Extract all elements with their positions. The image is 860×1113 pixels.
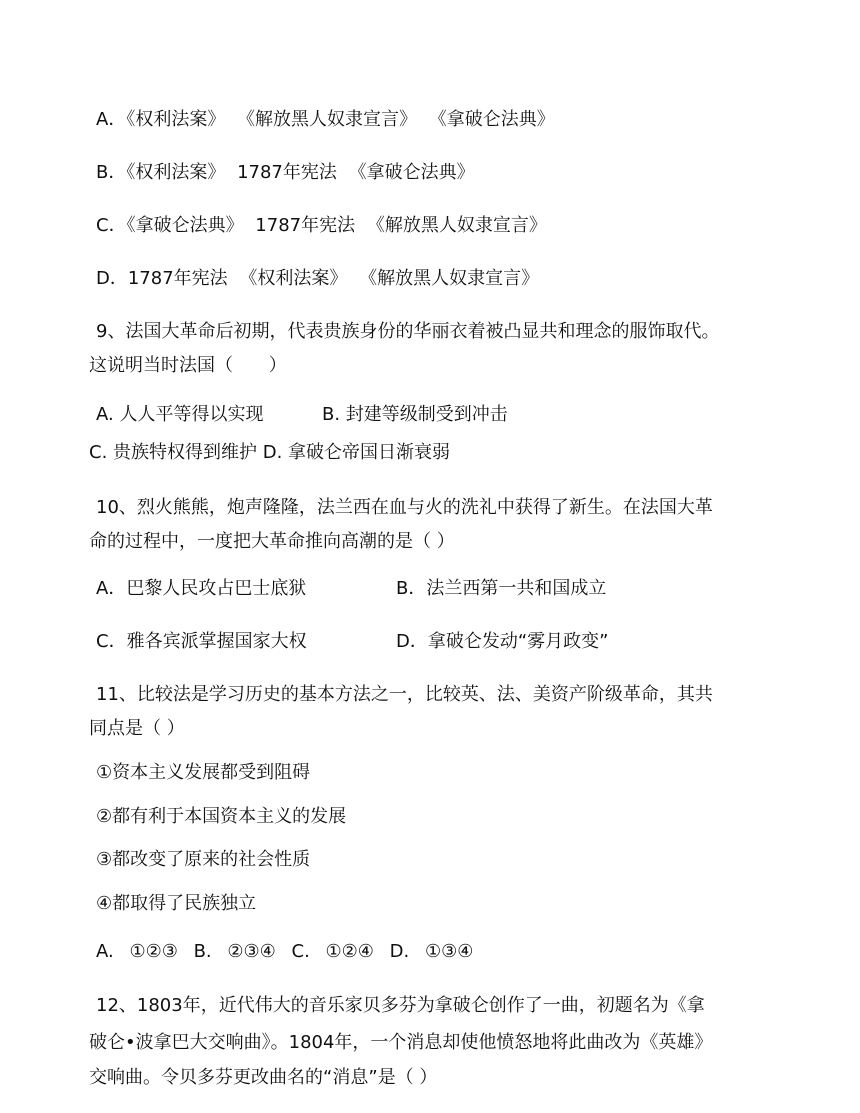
q11-item-3: ③都改变了原来的社会性质	[96, 849, 311, 870]
q9-stem-line1: 9、法国大革命后初期，代表贵族身份的华丽衣着被凸显共和理念的服饰取代。	[96, 321, 720, 342]
q9-options-cd: C. 贵族特权得到维护 D. 拿破仑帝国日渐衰弱	[89, 442, 451, 463]
q10-stem-line1: 10、烈火熊熊，炮声隆隆，法兰西在血与火的洗礼中获得了新生。在法国大革	[96, 497, 713, 518]
q10-option-d: D．拿破仑发动“雾月政变”	[396, 631, 609, 652]
q10-option-a: A．巴黎人民攻占巴士底狱	[96, 578, 307, 599]
q8-option-b: B．《权利法案》 1787年宪法 《拿破仑法典》	[96, 162, 475, 183]
q11-item-4: ④都取得了民族独立	[96, 893, 257, 914]
q9-stem-line2: 这说明当时法国（ ）	[89, 355, 287, 376]
q11-options: A. ①②③ B. ②③④ C. ①②④ D. ①③④	[96, 941, 474, 962]
q8-option-a: A．《权利法案》 《解放黑人奴隶宣言》 《拿破仑法典》	[96, 109, 555, 130]
q11-stem-line1: 11、比较法是学习历史的基本方法之一，比较英、法、美资产阶级革命，其共	[96, 684, 713, 705]
q11-item-2: ②都有利于本国资本主义的发展	[96, 806, 347, 827]
q9-option-a: A. 人人平等得以实现	[96, 404, 264, 425]
q8-option-d: D．1787年宪法 《权利法案》 《解放黑人奴隶宣言》	[96, 268, 540, 289]
q11-stem-line2: 同点是（ ）	[89, 718, 185, 739]
q11-item-1: ①资本主义发展都受到阻碍	[96, 762, 311, 783]
q12-stem-line2: 破仑•波拿巴大交响曲》。1804年，一个消息却使他愤怒地将此曲改为《英雄》	[89, 1032, 713, 1053]
q9-option-b: B. 封建等级制受到冲击	[322, 404, 508, 425]
q12-stem-line3: 交响曲。令贝多芬更改曲名的“消息”是（ ）	[89, 1067, 438, 1088]
q10-option-c: C．雅各宾派掌握国家大权	[96, 631, 307, 652]
q10-stem-line2: 命的过程中，一度把大革命推向高潮的是（ ）	[89, 531, 455, 552]
q8-option-c: C．《拿破仑法典》 1787年宪法 《解放黑人奴隶宣言》	[96, 215, 547, 236]
q12-stem-line1: 12、1803年，近代伟大的音乐家贝多芬为拿破仑创作了一曲，初题名为《拿	[96, 995, 705, 1016]
q10-option-b: B．法兰西第一共和国成立	[396, 578, 607, 599]
